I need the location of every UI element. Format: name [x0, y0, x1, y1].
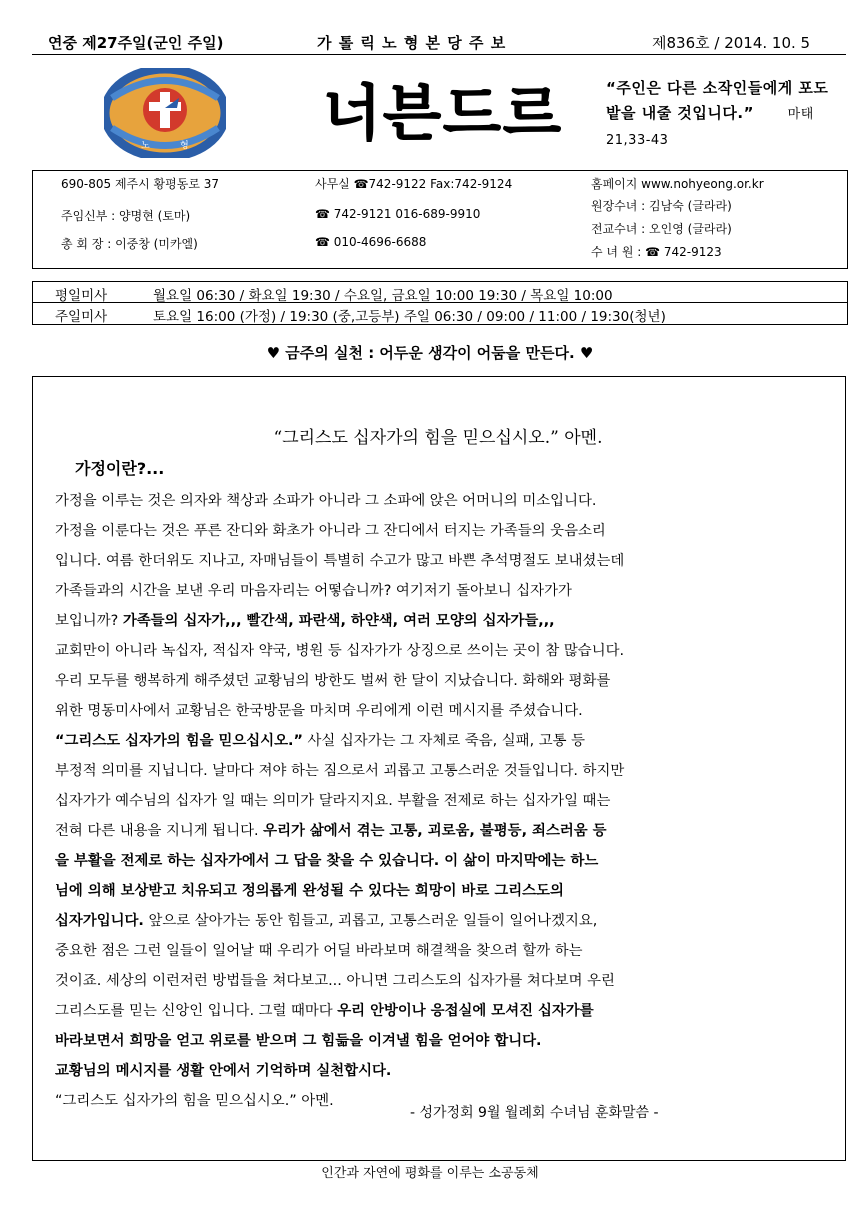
- parish-logo: [104, 68, 226, 158]
- article-line: [55, 576, 572, 606]
- article-emphasis: 십자가입니다.: [55, 913, 144, 929]
- article-line: [55, 546, 624, 576]
- liturgical-week: 연중 제27주일(군인 주일): [48, 34, 224, 52]
- article-text: 중요한 점은 그런 일들이 일어날 때 우리가 어딜 바라보며 해결책을 찾으려 할까 하는: [55, 943, 583, 959]
- sunday-mass-times: 토요일 16:00 (가정) / 19:30 (중,고등부) 주일 06:30 / 09:00 / 11:00 / 19:30(청년): [153, 309, 666, 325]
- bulletin-title: 너븐드르: [323, 79, 563, 149]
- article-line: [55, 486, 596, 516]
- article-line: [55, 906, 597, 936]
- office-phone: 사무실 ☎742-9122 Fax:742-9124: [315, 177, 513, 191]
- article-text: 가정을 이룬다는 것은 푸른 잔디와 화초가 아니라 그 잔디에서 터지는 가족들의 웃음소리: [55, 523, 606, 539]
- article-text: 그리스도를 믿는 신앙인 입니다. 그럴 때마다: [55, 1003, 338, 1019]
- article-line: [55, 936, 583, 966]
- weekday-mass-times: 월요일 06:30 / 화요일 19:30 / 수요일, 금요일 10:00 19:30 / 목요일 10:00: [153, 288, 613, 304]
- mass-schedule: [32, 281, 848, 325]
- article-line: [55, 846, 598, 876]
- article-text: 교회만이 아니라 녹십자, 적십자 약국, 병원 등 십자가가 상징으로 쓰이는 곳이 참 많습니다.: [55, 643, 625, 659]
- logo-lettering: 노: [141, 141, 150, 151]
- address: 690-805 제주시 황평동로 37: [61, 177, 219, 191]
- scripture-reference: 마태 21,33-43: [606, 107, 814, 148]
- article-text: 십자가가 예수님의 십자가 일 때는 의미가 달라지지요. 부활을 전제로 하는 십자가일 때는: [55, 793, 611, 809]
- convent-phone: 수 녀 원 : ☎ 742-9123: [591, 245, 722, 259]
- article-line: [55, 756, 624, 786]
- pastor-phone: ☎ 742-9121 016-689-9910: [315, 207, 481, 221]
- article-line: [55, 606, 555, 636]
- article-text: 가정을 이루는 것은 의자와 책상과 소파가 아니라 그 소파에 앉은 어머니의 미소입니다.: [55, 493, 597, 509]
- article-emphasis: 바라보면서 희망을 얻고 위로를 받으며 그 힘듦을 이겨낼 힘을 얻어야 합니다.: [55, 1033, 542, 1049]
- weekly-practice: ♥ 금주의 실천 : 어두운 생각이 어둠을 만든다. ♥: [266, 344, 594, 362]
- weekday-mass-row: [33, 282, 847, 303]
- council-head: 총 회 장 : 이중창 (미카엘): [61, 237, 198, 251]
- article-text: 입니다. 여름 한더위도 지나고, 자매님들이 특별히 수고가 많고 바쁜 추석명절도 보내셨는데: [55, 553, 625, 569]
- article-line: [55, 816, 607, 846]
- article-line: [55, 1026, 542, 1056]
- article-text: 것이죠. 세상의 이런저런 방법들을 쳐다보고... 아니면 그리스도의 십자가를 쳐다보며 우린: [55, 973, 615, 989]
- article-line: [55, 996, 594, 1026]
- article-line: [55, 1056, 391, 1086]
- article-emphasis: “그리스도 십자가의 힘을 믿으십시오.”: [55, 733, 303, 749]
- article-emphasis: 우리가 삶에서 겪는 고통, 괴로움, 불평등, 죄스러움 등: [263, 823, 607, 839]
- article-text: 전혀 다른 내용을 지니게 됩니다.: [55, 823, 264, 839]
- article-text: 우리 모두를 행복하게 해주셨던 교황님의 방한도 벌써 한 달이 지났습니다. 화해와 평화를: [55, 673, 611, 689]
- footer-slogan: 인간과 자연에 평화를 이루는 소공동체: [321, 1166, 539, 1181]
- article-text: 위한 명동미사에서 교황님은 한국방문을 마치며 우리에게 이런 메시지를 주셨습니다.: [55, 703, 583, 719]
- article-text: 가족들과의 시간을 보낸 우리 마음자리는 어떻습니까? 여기저기 돌아보니 십자가가: [55, 583, 572, 599]
- article-line: [55, 696, 583, 726]
- superior-sister: 원장수녀 : 김남숙 (글라라): [591, 199, 732, 213]
- article-line: [55, 1086, 334, 1116]
- article-text: “그리스도 십자가의 힘을 믿으십시오.” 아멘.: [55, 1093, 334, 1109]
- sunday-mass-label: 주일미사: [55, 309, 108, 325]
- article-line: [55, 726, 585, 756]
- publisher-name: 가 톨 릭 노 형 본 당 주 보: [317, 34, 507, 52]
- article-text: 부정적 의미를 지닙니다. 날마다 져야 하는 짐으로서 괴롭고 고통스러운 것들입니다. 하지만: [55, 763, 625, 779]
- council-phone: ☎ 010-4696-6688: [315, 235, 427, 249]
- article-text: 보입니까?: [55, 613, 123, 629]
- issue-number: 제836호 / 2014. 10. 5: [652, 34, 811, 52]
- scripture-text: “주인은 다른 소작인들에게 포도밭을 내줄 것입니다.”: [606, 79, 829, 122]
- article-line: [55, 966, 615, 996]
- article-headline: “그리스도 십자가의 힘을 믿으십시오.” 아멘.: [273, 428, 603, 448]
- article-emphasis: 가족들의 십자가,,, 빨간색, 파란색, 하얀색, 여러 모양의 십자가들,,,: [122, 613, 555, 629]
- article-subtitle: 가정이란?...: [75, 459, 165, 478]
- sunday-mass-row: [33, 303, 847, 323]
- weekday-mass-label: 평일미사: [55, 288, 108, 304]
- article-text: 사실 십자가는 그 자체로 죽음, 실패, 고통 등: [302, 733, 586, 749]
- evangelist-sister: 전교수녀 : 오인영 (글라라): [591, 222, 732, 236]
- article-emphasis: 님에 의해 보상받고 치유되고 정의롭게 완성될 수 있다는 희망이 바로 그리스도의: [55, 883, 564, 899]
- scripture-quote: [606, 76, 842, 153]
- article-emphasis: 을 부활을 전제로 하는 십자가에서 그 답을 찾을 수 있습니다. 이 삶이 마지막에는 하느: [55, 853, 599, 869]
- article-emphasis: 우리 안방이나 응접실에 모셔진 십자가를: [337, 1003, 594, 1019]
- article-line: [55, 516, 606, 546]
- masthead-line: [32, 26, 846, 55]
- article-line: [55, 876, 564, 906]
- parish-logo-icon: [104, 68, 226, 158]
- parish-info-box: [32, 170, 848, 269]
- pastor: 주임신부 : 양명현 (토마): [61, 209, 191, 223]
- svg-text:형: 형: [180, 141, 189, 151]
- homepage[interactable]: 홈페이지 www.nohyeong.or.kr: [591, 177, 764, 191]
- article-line: [55, 786, 610, 816]
- article-signature: - 성가정회 9월 월례회 수녀님 훈화말씀 -: [410, 1105, 659, 1121]
- article-line: [55, 666, 610, 696]
- article-emphasis: 교황님의 메시지를 생활 안에서 기억하며 실천합시다.: [55, 1063, 392, 1079]
- article-text: 앞으로 살아가는 동안 힘들고, 괴롭고, 고통스러운 일들이 일어나겠지요,: [143, 913, 598, 929]
- article-line: [55, 636, 624, 666]
